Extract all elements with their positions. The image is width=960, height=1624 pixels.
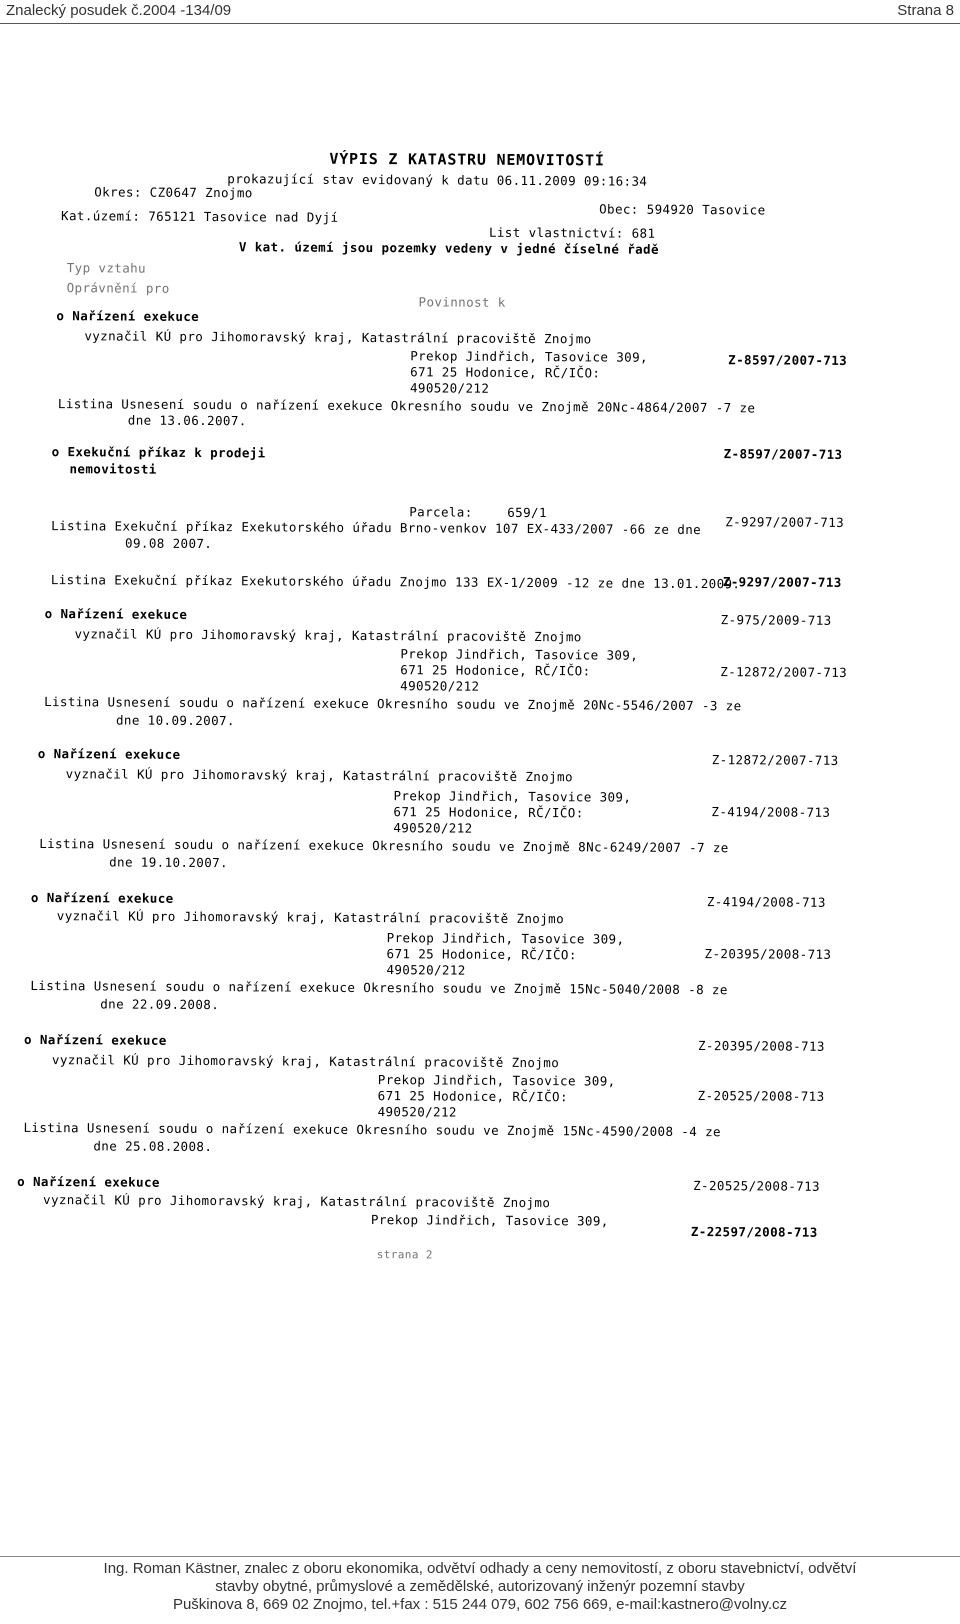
e4-line4: 490520/212	[393, 820, 473, 836]
e1-ref: Z-8597/2007-713	[728, 352, 848, 368]
e7-line2: Prekop Jindřich, Tasovice 309,	[370, 1212, 609, 1229]
e2-listina3: Listina Exekuční příkaz Exekutorského úřadu Znojmo 133 EX-1/2009 -12 ze dne 13.01.2009.	[50, 572, 741, 592]
e5-line1: vyznačil KÚ pro Jihomoravský kraj, Katastrální pracoviště Znojmo	[56, 908, 565, 927]
e3-line4: 490520/212	[400, 678, 480, 694]
e1-line2: Prekop Jindřich, Tasovice 309,	[410, 348, 649, 365]
povinnost-k: Povinnost k	[418, 294, 506, 310]
e3-line3: 671 25 Hodonice, RČ/IČO:	[400, 662, 591, 679]
e1-line3: 671 25 Hodonice, RČ/IČO:	[410, 364, 601, 381]
e2-title2: nemovitosti	[69, 461, 157, 477]
footer-line-3: Puškinova 8, 669 02 Znojmo, tel.+fax : 515 244 079, 602 756 669, e-mail:kastnero@volny.cz	[172, 1596, 788, 1613]
e5-line2: Prekop Jindřich, Tasovice 309,	[386, 930, 625, 947]
doc-subtitle: prokazující stav evidovaný k datu 06.11.2009 09:16:34	[227, 171, 648, 189]
e7-ref1: Z-20525/2008-713	[693, 1178, 821, 1194]
e2-listina2: 09.08 2007.	[125, 535, 213, 552]
scanned-cadastre-extract	[0, 24, 960, 1560]
parcela-label: Parcela:	[409, 504, 473, 520]
e3-title: o Nařízení exekuce	[44, 606, 188, 622]
e6-line3: 671 25 Hodonice, RČ/IČO:	[377, 1088, 568, 1105]
e5-line3: 671 25 Hodonice, RČ/IČO:	[386, 946, 577, 963]
e5-title: o Nařízení exekuce	[30, 889, 174, 906]
e5-ref1: Z-4194/2008-713	[706, 894, 826, 910]
e3-listina1: Listina Usnesení soudu o nařízení exekuce Okresního soudu ve Znojmě 20Nc-5546/2007 -3 ze	[44, 694, 742, 714]
e5-listina1: Listina Usnesení soudu o nařízení exekuce Okresního soudu ve Znojmě 15Nc-5040/2008 -8 ze	[30, 977, 728, 998]
page-header	[0, 0, 960, 24]
e2-listina1: Listina Exekuční příkaz Exekutorského úřadu Brno-venkov 107 EX-433/2007 -66 ze dne	[51, 518, 702, 538]
e5-listina2: dne 22.09.2008.	[100, 996, 220, 1013]
e6-line2: Prekop Jindřich, Tasovice 309,	[377, 1072, 616, 1089]
e6-line4: 490520/212	[377, 1104, 457, 1120]
e6-title: o Nařízení exekuce	[23, 1031, 167, 1048]
kat-uzemi: Kat.území: 765121 Tasovice nad Dyjí	[61, 208, 339, 225]
e4-listina1: Listina Usnesení soudu o nařízení exekuce Okresního soudu ve Znojmě 8Nc-6249/2007 -7 ze	[39, 836, 729, 856]
e6-line1: vyznačil KÚ pro Jihomoravský kraj, Katastrální pracoviště Znojmo	[51, 1052, 560, 1071]
e5-line4: 490520/212	[386, 962, 466, 978]
e7-title: o Nařízení exekuce	[17, 1173, 160, 1190]
page-footer	[0, 1556, 960, 1624]
e6-listina1: Listina Usnesení soudu o nařízení exekuce Okresního soudu ve Znojmě 15Nc-4590/2008 -4 ze	[23, 1119, 722, 1140]
e1-line1: vyznačil KÚ pro Jihomoravský kraj, Katastrální pracoviště Znojmo	[84, 328, 592, 347]
e3-listina2: dne 10.09.2007.	[115, 712, 235, 729]
e2-ref2: Z-9297/2007-713	[725, 514, 845, 530]
e4-ref2: Z-4194/2008-713	[711, 804, 831, 820]
e3-line1: vyznačil KÚ pro Jihomoravský kraj, Katastrální pracoviště Znojmo	[74, 626, 582, 645]
e1-listina2: dne 13.06.2007.	[127, 412, 247, 429]
e2-title1: o Exekuční příkaz k prodeji	[51, 444, 266, 461]
typ-vztahu: Typ vztahu	[66, 260, 147, 276]
e2-ref: Z-8597/2007-713	[723, 446, 843, 462]
e5-ref2: Z-20395/2008-713	[704, 946, 832, 962]
parcela-value: 659/1	[507, 504, 547, 521]
e6-ref2: Z-20525/2008-713	[697, 1088, 825, 1104]
e4-ref1: Z-12872/2007-713	[711, 752, 839, 768]
page-number: Strana 8	[897, 2, 954, 19]
e1-listina1: Listina Usnesení soudu o nařízení exekuce Okresního soudu ve Znojmě 20Nc-4864/2007 -7 ze	[57, 396, 756, 416]
scan-page-marker: strana 2	[376, 1248, 433, 1262]
e1-title: o Nařízení exekuce	[56, 308, 200, 324]
e6-listina2: dne 25.08.2008.	[93, 1138, 213, 1155]
doc-title: VÝPIS Z KATASTRU NEMOVITOSTÍ	[329, 149, 605, 170]
e3-ref1: Z-975/2009-713	[720, 612, 832, 628]
footer-line-2: stavby obytné, průmyslové a zemědělské, autorizovaný inženýr pozemní stavby	[215, 1578, 745, 1595]
report-number: Znalecký posudek č.2004 -134/09	[6, 2, 232, 19]
obec: Obec: 594920 Tasovice	[599, 201, 766, 218]
e7-ref2: Z-22597/2008-713	[690, 1223, 818, 1240]
e4-line1: vyznačil KÚ pro Jihomoravský kraj, Katastrální pracoviště Znojmo	[65, 766, 573, 785]
footer-line-1: Ing. Roman Kästner, znalec z oboru ekonomika, odvětví odhady a ceny nemovitostí, z oboru stavebnictví, odvětví	[103, 1560, 857, 1577]
e3-line2: Prekop Jindřich, Tasovice 309,	[400, 646, 639, 663]
e4-line3: 671 25 Hodonice, RČ/IČO:	[393, 804, 584, 821]
e4-line2: Prekop Jindřich, Tasovice 309,	[393, 788, 632, 805]
e6-ref1: Z-20395/2008-713	[697, 1038, 825, 1054]
e2-ref3: Z-9297/2007-713	[722, 574, 842, 590]
e4-title: o Nařízení exekuce	[37, 745, 181, 762]
numbering-note: V kat. území jsou pozemky vedeny v jedné číselné řadě	[238, 239, 659, 257]
e7-line1: vyznačil KÚ pro Jihomoravský kraj, Katastrální pracoviště Znojmo	[43, 1192, 551, 1211]
e4-listina2: dne 19.10.2007.	[109, 854, 229, 871]
e1-line4: 490520/212	[409, 380, 490, 396]
e3-ref2: Z-12872/2007-713	[720, 664, 848, 680]
okres: Okres: CZ0647 Znojmo	[94, 184, 253, 201]
opravneni-pro: Oprávnění pro	[66, 280, 170, 296]
list-vlastnictvi: List vlastnictví: 681	[488, 224, 656, 241]
